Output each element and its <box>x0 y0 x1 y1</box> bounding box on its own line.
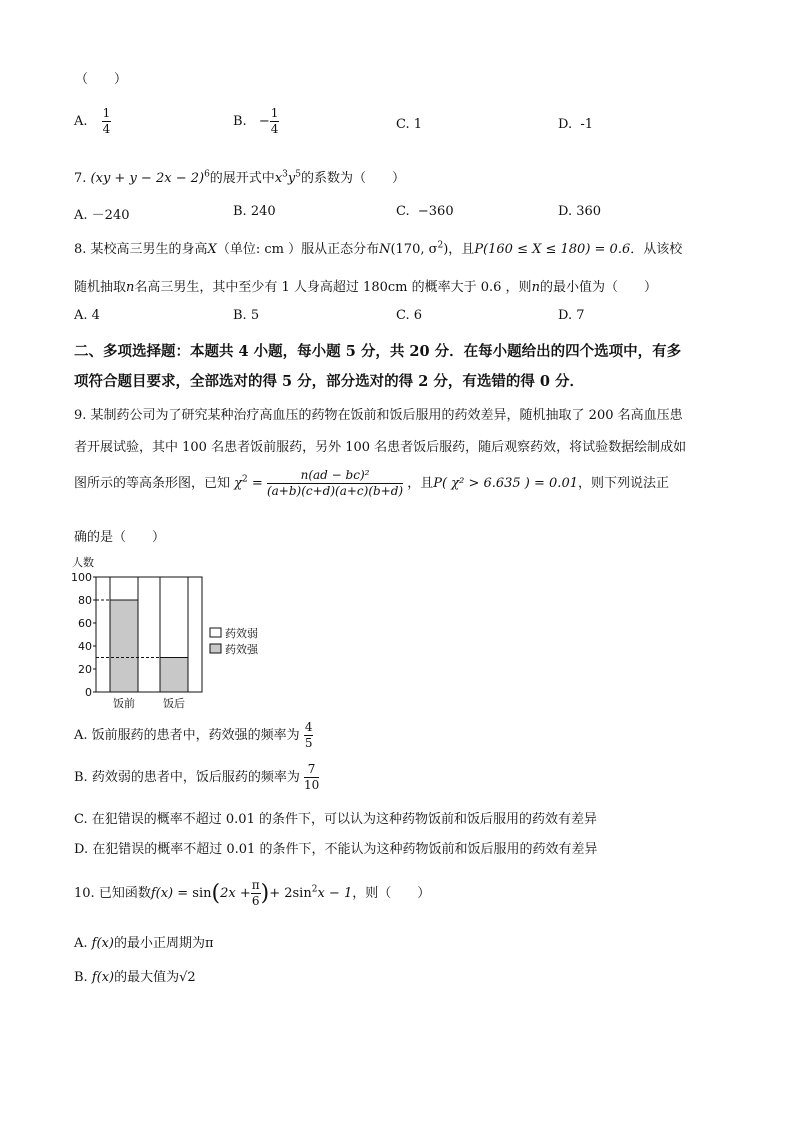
q6-option-d: D. -1 <box>558 117 594 132</box>
q10-option-a: A. f(x)的最小正周期为π <box>74 936 214 951</box>
q6-b-num: 1 <box>270 106 279 120</box>
chart-xtick-label: 饭后 <box>163 697 185 710</box>
section2-line-1: 二、多项选择题：本题共 4 小题，每小题 5 分，共 20 分．在每小题给出的四个选项中，有多 <box>74 343 682 360</box>
q9-b-den: 10 <box>303 778 320 792</box>
chart-xtick-label: 饭前 <box>113 697 135 710</box>
q9-chi-formula-den: (a+b)(c+d)(a+c)(b+d) <box>266 484 404 498</box>
q7-option-c: C. −360 <box>396 204 454 219</box>
chart-ytick-label: 0 <box>85 686 92 699</box>
q9-option-a: A. 饭前服药的患者中，药效强的频率为 $\frac{4}{5}$ <box>74 720 313 750</box>
q6-option-a: A. $\frac{1}{4}$ <box>74 106 111 136</box>
q8-option-a: A. 4 <box>74 308 100 323</box>
chart-bar-weak <box>110 577 138 600</box>
chart-bar-strong <box>110 600 138 692</box>
q6-stem-tail: （ ） <box>75 72 128 87</box>
q9-option-c: C. 在犯错误的概率不超过 0.01 的条件下，可以认为这种药物饭前和饭后服用的药效有差异 <box>74 812 597 827</box>
q7-stem: 7. (xy + y − 2x − 2)$^6$的展开式中$x^3y^5$的系数为（ ） <box>74 169 405 186</box>
q9-line-4: 确的是（ ） <box>74 530 166 545</box>
q9-option-b: B. 药效弱的患者中，饭后服药的频率为 $\frac{7}{10}$ <box>74 762 320 792</box>
chart-ylabel: 人数 <box>72 556 94 569</box>
q8-option-d: D. 7 <box>558 308 585 323</box>
q7-option-d: D. 360 <box>558 204 602 219</box>
q6-option-c: C. 1 <box>396 117 423 132</box>
chart-legend-swatch <box>210 628 221 637</box>
q8-line-1: 8. 某校高三男生的身高X（单位: cm ）服从正态分布N(170, $\sigma^2$)，且P(160 ≤ X ≤ 180) = 0.6．从该校 <box>74 240 683 257</box>
q9-option-d: D. 在犯错误的概率不超过 0.01 的条件下，不能认为这种药物饭前和饭后服用的药效有差异 <box>74 842 598 857</box>
chart-legend-label: 药效弱 <box>225 627 258 640</box>
q6-a-den: 4 <box>102 122 111 136</box>
q6-b-den: 4 <box>270 122 279 136</box>
q8-option-b: B. 5 <box>233 308 260 323</box>
chart-legend-label: 药效强 <box>225 643 258 656</box>
q7-option-a: A. －240 <box>74 208 130 223</box>
q6-a-num: 1 <box>102 106 111 120</box>
chart-ytick-label: 40 <box>78 640 92 653</box>
q9-b-num: 7 <box>304 762 319 778</box>
q10-pi-num: π <box>251 878 260 892</box>
section2-line-2: 项符合题目要求，全部选对的得 5 分，部分选对的得 2 分，有选错的得 0 分． <box>74 373 585 390</box>
q9-a-num: 4 <box>304 720 313 734</box>
q9-chi-formula-num: n(ad − bc)² <box>267 468 403 484</box>
q9-line-2: 者开展试验，其中 100 名患者饭前服药，另外 100 名患者饭后服药，随后观察药效，将试验数据绘制成如 <box>74 440 687 455</box>
chart-bar-strong <box>160 658 188 693</box>
chart-bar-weak <box>160 577 188 658</box>
q8-option-c: C. 6 <box>396 308 423 323</box>
q9-a-den: 5 <box>304 736 313 750</box>
q9-bar-chart <box>62 552 282 714</box>
q9-line-3: 图所示的等高条形图，已知 $\chi^2$ = $\frac{\text{n(ad − bc)²}}{(a+b)(c+d)(a+c)(b+d)}$ ，且P( χ² > 6.635 ) = 0.01，则下列说法正 <box>74 468 670 498</box>
q9-line-1: 9. 某制药公司为了研究某种治疗高血压的药物在饭前和饭后服用的药效差异，随机抽取了 200 名高血压患 <box>74 408 683 423</box>
q10-option-b: B. f(x)的最大值为√2 <box>74 970 196 985</box>
q10-pi-den: 6 <box>251 894 260 908</box>
chart-ytick-label: 100 <box>71 571 92 584</box>
chart-ytick-label: 20 <box>78 663 92 676</box>
q8-line-2: 随机抽取n名高三男生，其中至少有 1 人身高超过 180cm 的概率大于 0.6 ，则n的最小值为（ ） <box>74 280 657 295</box>
q6-option-b: B. − $\frac{1}{4}$ <box>233 106 279 136</box>
chart-ytick-label: 60 <box>78 617 92 630</box>
q7-option-b: B. 240 <box>233 204 276 219</box>
chart-ytick-label: 80 <box>78 594 92 607</box>
q10-stem: 10. 已知函数f(x) = sin(2x + $\frac{\pi}{6}$ )+ $2\sin^2x - 1$，则（ ） <box>74 878 431 908</box>
chart-legend-swatch <box>210 644 221 653</box>
